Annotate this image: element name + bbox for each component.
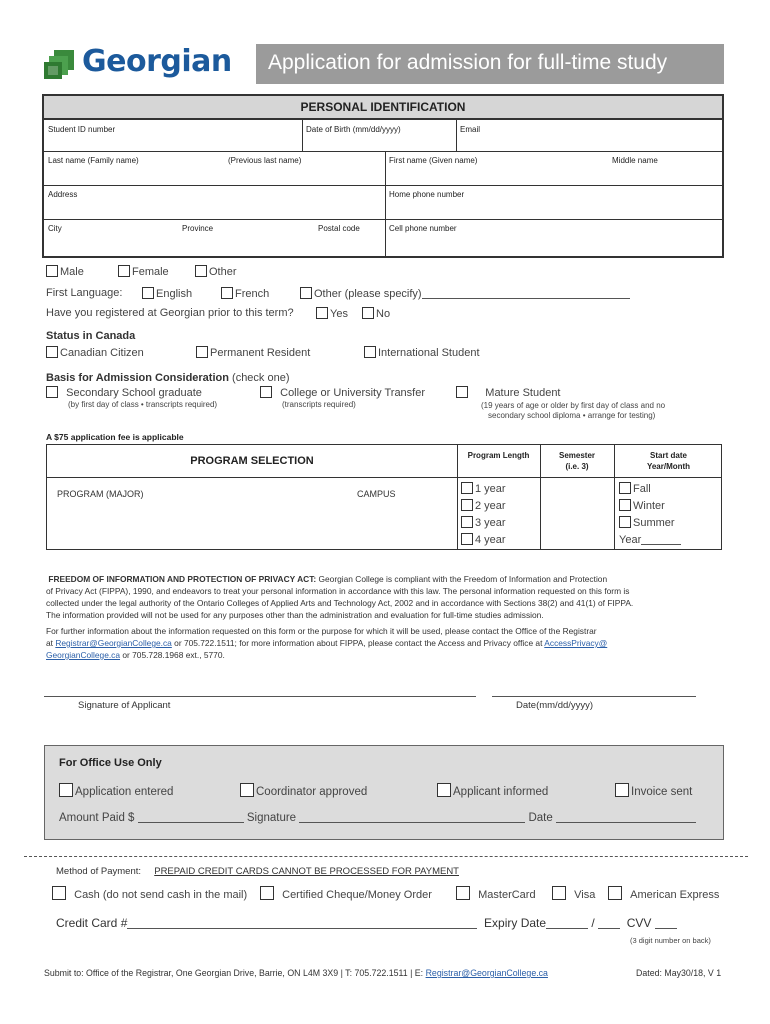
semester-header-line1: Semester xyxy=(558,451,596,460)
status-heading: Status in Canada xyxy=(46,330,136,342)
email-field[interactable]: Email xyxy=(460,125,481,134)
first-language-label: First Language: xyxy=(46,287,123,299)
amount-paid-label: Amount Paid $ xyxy=(59,812,135,824)
invoice-sent-checkbox[interactable] xyxy=(615,783,629,797)
visa-label: Visa xyxy=(574,889,596,901)
date-signature-label: Date(mm/dd/yyyy) xyxy=(516,700,594,711)
registered-no-label: No xyxy=(376,308,391,320)
start-term-options xyxy=(619,481,681,549)
permanent-resident-label: Permanent Resident xyxy=(210,347,311,359)
amex-label: American Express xyxy=(630,889,720,901)
privacy-line6a: at xyxy=(46,638,53,648)
male-label: Male xyxy=(60,266,84,278)
program-selection-heading: PROGRAM SELECTION xyxy=(190,455,314,467)
mature-note-2: secondary school diploma • arrange for testing) xyxy=(488,411,656,420)
footer-dated: Dated: May30/18, V 1 xyxy=(636,968,722,978)
campus-label: CAMPUS xyxy=(357,489,396,499)
cvv-note: (3 digit number on back) xyxy=(630,936,711,945)
dob-field[interactable]: Date of Birth (mm/dd/yyyy) xyxy=(306,125,401,134)
mastercard-label: MasterCard xyxy=(478,889,536,901)
first-name-field[interactable]: First name (Given name) xyxy=(389,156,478,165)
canadian-citizen-checkbox[interactable] xyxy=(46,346,58,358)
address-field[interactable]: Address xyxy=(48,190,78,199)
payment-method-label: Method of Payment: xyxy=(56,866,142,877)
last-name-field[interactable]: Last name (Family name) xyxy=(48,156,139,165)
program-length-header: Program Length xyxy=(467,451,530,460)
length-1-year-checkbox[interactable] xyxy=(461,482,473,494)
summer-label: Summer xyxy=(633,517,675,529)
fall-checkbox[interactable] xyxy=(619,482,631,494)
semester-header-line2: (i.e. 3) xyxy=(565,462,589,471)
registrar-email-link[interactable]: Registrar@GeorgianCollege.ca xyxy=(55,638,172,648)
previous-last-name-field[interactable]: (Previous last name) xyxy=(228,156,302,165)
expiry-month-input[interactable] xyxy=(546,928,588,929)
english-checkbox[interactable] xyxy=(142,287,154,299)
footer-email-link[interactable]: Registrar@GeorgianCollege.ca xyxy=(425,968,548,978)
province-field[interactable]: Province xyxy=(182,224,214,233)
credit-card-input[interactable] xyxy=(127,928,477,929)
winter-label: Winter xyxy=(633,500,665,512)
personal-identification-table xyxy=(42,94,724,258)
footer-submit xyxy=(44,968,548,978)
registered-no-checkbox[interactable] xyxy=(362,307,374,319)
access-privacy-link-b[interactable]: GeorgianCollege.ca xyxy=(46,650,121,660)
international-student-label: International Student xyxy=(378,347,480,359)
start-date-header xyxy=(614,450,723,472)
length-1-year-label: 1 year xyxy=(475,483,506,495)
basis-check-one: (check one) xyxy=(232,372,290,384)
mature-student-label: Mature Student xyxy=(485,387,561,399)
personal-heading-bar xyxy=(44,96,722,120)
payment-method-row xyxy=(56,866,459,877)
other-language-label: Other (please specify) xyxy=(314,288,422,300)
secondary-graduate-checkbox[interactable] xyxy=(46,386,58,398)
transfer-checkbox[interactable] xyxy=(260,386,272,398)
winter-checkbox[interactable] xyxy=(619,499,631,511)
other-gender-checkbox[interactable] xyxy=(195,265,207,277)
office-date-input[interactable] xyxy=(556,822,696,823)
credit-card-label: Credit Card # xyxy=(56,916,128,930)
logo-text: Georgian xyxy=(82,44,232,79)
length-2-year-label: 2 year xyxy=(475,500,506,512)
privacy-line7: or 705.728.1968 ext., 5770. xyxy=(122,650,225,660)
program-length-options xyxy=(461,481,506,549)
application-entered-label: Application entered xyxy=(75,786,174,798)
female-label: Female xyxy=(132,266,169,278)
length-4-year-checkbox[interactable] xyxy=(461,533,473,545)
other-language-input[interactable] xyxy=(422,298,630,299)
other-language-checkbox[interactable] xyxy=(300,287,312,299)
privacy-line6b: or 705.722.1511; for more information about FIPPA, please contact the Access and Privacy office at xyxy=(174,638,543,648)
cash-label: Cash (do not send cash in the mail) xyxy=(74,889,248,901)
office-use-box xyxy=(44,745,724,840)
international-student-checkbox[interactable] xyxy=(364,346,376,358)
cut-line xyxy=(24,856,748,857)
privacy-heading: FREEDOM OF INFORMATION AND PROTECTION OF PRIVACY ACT: xyxy=(48,574,317,584)
fall-label: Fall xyxy=(633,483,651,495)
home-phone-field[interactable]: Home phone number xyxy=(389,190,465,199)
french-checkbox[interactable] xyxy=(221,287,233,299)
prepaid-warning: PREPAID CREDIT CARDS CANNOT BE PROCESSED FOR PAYMENT xyxy=(154,866,459,877)
semester-input[interactable] xyxy=(541,478,613,548)
basis-options xyxy=(46,386,716,426)
visa-checkbox[interactable] xyxy=(552,886,566,900)
cash-checkbox[interactable] xyxy=(52,886,66,900)
cell-phone-field[interactable]: Cell phone number xyxy=(389,224,457,233)
male-checkbox[interactable] xyxy=(46,265,58,277)
basis-heading-row xyxy=(46,372,290,384)
cheque-label: Certified Cheque/Money Order xyxy=(282,889,432,901)
form-title-bar xyxy=(256,44,724,84)
privacy-notice xyxy=(46,573,728,661)
fee-note: A $75 application fee is applicable xyxy=(46,432,184,442)
transfer-note: (transcripts required) xyxy=(282,400,356,409)
registered-yes-checkbox[interactable] xyxy=(316,307,328,319)
applicant-signature-label: Signature of Applicant xyxy=(78,700,171,711)
date-signature-line[interactable] xyxy=(492,696,696,697)
expiry-year-input[interactable] xyxy=(598,928,620,929)
transfer-label: College or University Transfer xyxy=(280,387,426,399)
mastercard-checkbox[interactable] xyxy=(456,886,470,900)
personal-heading: PERSONAL IDENTIFICATION xyxy=(300,100,466,114)
footer-submit-text: Submit to: Office of the Registrar, One Georgian Drive, Barrie, ON L4M 3X9 | T: 705.722.1511 | E: xyxy=(44,968,424,978)
postal-code-field[interactable]: Postal code xyxy=(318,224,360,233)
registered-question: Have you registered at Georgian prior to this term? xyxy=(46,307,294,319)
applicant-informed-label: Applicant informed xyxy=(453,786,549,798)
office-use-heading: For Office Use Only xyxy=(59,757,162,769)
length-4-year-label: 4 year xyxy=(475,534,506,546)
office-date-label: Date xyxy=(528,812,553,824)
student-id-field[interactable]: Student ID number xyxy=(48,125,116,134)
english-label: English xyxy=(156,288,193,300)
office-signature-label: Signature xyxy=(246,812,297,824)
applicant-informed-checkbox[interactable] xyxy=(437,783,451,797)
length-2-year-checkbox[interactable] xyxy=(461,499,473,511)
mature-note-1: (19 years of age or older by first day of class and no xyxy=(481,401,666,410)
semester-header xyxy=(540,450,614,472)
privacy-line2: of Privacy Act (FIPPA), 1990, and endeavors to treat your personal information in accordance with this law. The personal information requested on this form is xyxy=(46,586,630,596)
program-selection-table xyxy=(46,444,722,550)
middle-name-field[interactable]: Middle name xyxy=(612,156,658,165)
invoice-sent-label: Invoice sent xyxy=(631,786,693,798)
cheque-checkbox[interactable] xyxy=(260,886,274,900)
privacy-line5: For further information about the information requested on this form or the purpose for which it will be used, please contact the Office of the Registrar xyxy=(46,626,597,636)
logo-mark-icon xyxy=(44,46,80,80)
registered-yes-label: Yes xyxy=(330,308,348,320)
payment-options xyxy=(52,886,732,904)
city-field[interactable]: City xyxy=(48,224,62,233)
year-label: Year xyxy=(619,534,642,546)
access-privacy-link-a[interactable]: AccessPrivacy@ xyxy=(544,638,608,648)
canadian-citizen-label: Canadian Citizen xyxy=(60,347,144,359)
year-input[interactable] xyxy=(641,544,681,545)
privacy-line3: collected under the legal authority of the Ontario Colleges of Applied Arts and Technology Act, 2002 and in accordance with Sections 38(2) and 41(1) of FIPPA. xyxy=(46,598,634,608)
permanent-resident-checkbox[interactable] xyxy=(196,346,208,358)
other-gender-label: Other xyxy=(209,266,237,278)
coordinator-approved-label: Coordinator approved xyxy=(256,786,368,798)
summer-checkbox[interactable] xyxy=(619,516,631,528)
secondary-note: (by first day of class • transcripts required) xyxy=(68,400,218,409)
privacy-line4: The information provided will not be used for any purposes other than the administration and evaluation for full-time studies admission. xyxy=(46,610,544,620)
start-header-line1: Start date xyxy=(650,451,687,460)
amex-checkbox[interactable] xyxy=(608,886,622,900)
mature-student-checkbox[interactable] xyxy=(456,386,468,398)
length-3-year-label: 3 year xyxy=(475,517,506,529)
office-signature-input[interactable] xyxy=(299,822,525,823)
secondary-graduate-label: Secondary School graduate xyxy=(66,387,202,399)
college-logo xyxy=(44,42,232,84)
program-major-label: PROGRAM (MAJOR) xyxy=(57,489,144,499)
basis-heading: Basis for Admission Consideration xyxy=(46,372,229,384)
french-label: French xyxy=(235,288,270,300)
application-entered-checkbox[interactable] xyxy=(59,783,73,797)
expiry-label: Expiry Date xyxy=(484,916,547,930)
form-title: Application for admission for full-time study xyxy=(268,51,668,74)
privacy-line1: Georgian College is compliant with the Freedom of Information and Protection xyxy=(318,574,608,584)
credit-card-row: Credit Card # Expiry Date / CVV xyxy=(56,916,677,930)
start-header-line2: Year/Month xyxy=(646,462,691,471)
cvv-label: CVV xyxy=(626,916,652,930)
length-3-year-checkbox[interactable] xyxy=(461,516,473,528)
applicant-signature-line[interactable] xyxy=(44,696,476,697)
cvv-input[interactable] xyxy=(655,928,677,929)
amount-paid-input[interactable] xyxy=(138,822,244,823)
female-checkbox[interactable] xyxy=(118,265,130,277)
coordinator-approved-checkbox[interactable] xyxy=(240,783,254,797)
